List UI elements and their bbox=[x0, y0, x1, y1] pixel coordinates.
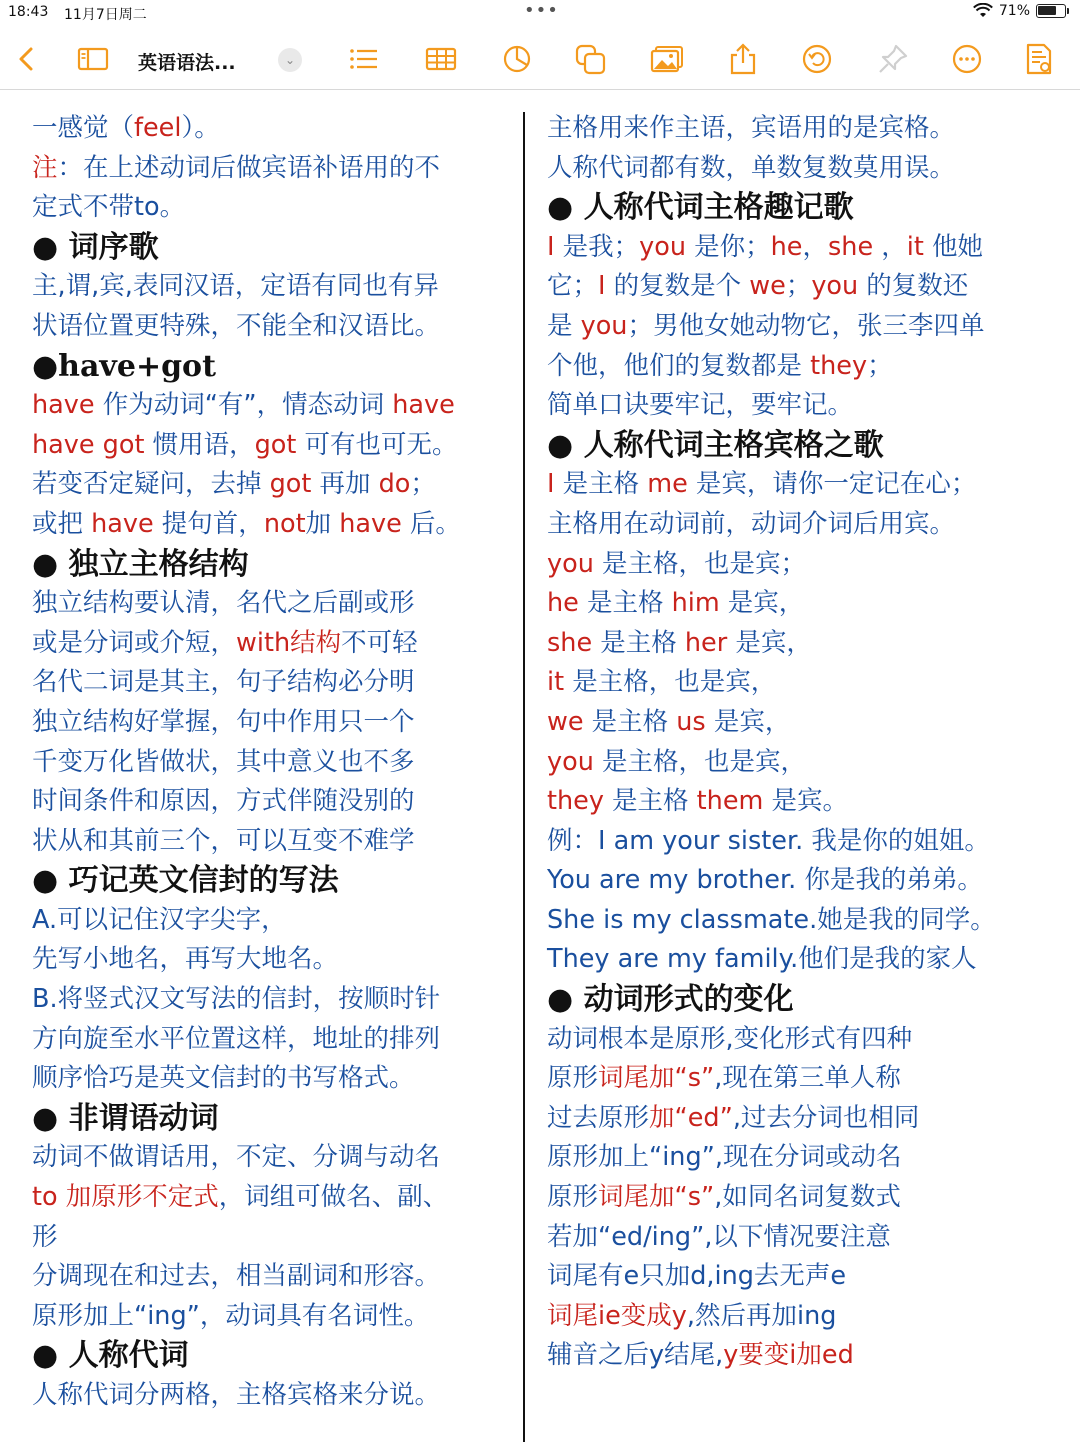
body-text: 主格用在动词前，动词介词后用宾。 bbox=[547, 508, 956, 539]
text-line bbox=[547, 901, 1067, 941]
text-line bbox=[32, 1376, 512, 1416]
section-heading: ● 巧记英文信封的写法 bbox=[32, 863, 339, 899]
body-text: 可有也可无。 bbox=[304, 429, 458, 460]
body-text: She is my classmate.她是我的同学。 bbox=[547, 904, 996, 935]
body-text: A.可以记住汉字尖字， bbox=[32, 904, 287, 935]
body-text: 顺序恰巧是英文信封的书写格式。 bbox=[32, 1063, 415, 1094]
highlight-text: you bbox=[547, 746, 602, 777]
text-line bbox=[547, 703, 1067, 743]
highlight-text: you bbox=[580, 310, 628, 341]
body-text: B.将竖式汉文写法的信封，按顺时针 bbox=[32, 984, 441, 1015]
text-line bbox=[547, 1020, 1067, 1060]
highlight-text: her bbox=[684, 627, 736, 658]
text-line bbox=[547, 861, 1067, 901]
text-line bbox=[32, 584, 512, 624]
text-line bbox=[547, 1297, 1067, 1337]
text-line bbox=[32, 1257, 512, 1297]
body-text: ,过去分词也相同 bbox=[732, 1102, 920, 1133]
table-icon[interactable] bbox=[424, 42, 458, 76]
wifi-icon bbox=[973, 3, 993, 19]
body-text: 是主格，也是宾； bbox=[601, 548, 806, 579]
status-date: 11月7日周二 bbox=[64, 7, 147, 23]
text-line bbox=[32, 743, 512, 783]
highlight-text: you bbox=[547, 548, 602, 579]
battery-percent: 71% bbox=[998, 3, 1030, 19]
body-text: ,现在第三单人称 bbox=[714, 1063, 901, 1094]
toolbar bbox=[0, 28, 1080, 90]
back-icon[interactable] bbox=[10, 42, 44, 76]
text-line bbox=[32, 703, 512, 743]
body-text: ；男他女她动物它，张三李四单 bbox=[627, 310, 985, 341]
body-text: ）。 bbox=[181, 113, 220, 143]
body-text: 时间条件和原因，方式伴随没别的 bbox=[32, 786, 415, 817]
text-line bbox=[32, 1218, 512, 1258]
highlight-text: got bbox=[269, 469, 320, 500]
text-line bbox=[32, 782, 512, 822]
body-text: 分调现在和过去，相当副词和形容。 bbox=[32, 1261, 441, 1292]
highlight-text: it bbox=[906, 231, 932, 262]
body-text: ； bbox=[785, 271, 812, 302]
highlight-text: have bbox=[392, 390, 455, 421]
text-line bbox=[547, 1178, 1067, 1218]
body-text: 惯用语， bbox=[152, 429, 255, 460]
body-text: ； bbox=[867, 350, 893, 381]
highlight-text: do bbox=[378, 469, 411, 500]
body-text: 人称代词分两格，主格宾格来分说。 bbox=[32, 1380, 441, 1410]
battery-level bbox=[1038, 6, 1056, 15]
status-time: 18:43 bbox=[8, 4, 49, 20]
text-line bbox=[547, 267, 1067, 307]
list-icon[interactable] bbox=[346, 42, 380, 76]
text-line bbox=[32, 426, 512, 466]
highlight-text: to 加原形不定式 bbox=[32, 1182, 219, 1213]
text-line bbox=[547, 307, 1067, 347]
highlight-text: we bbox=[547, 706, 592, 737]
left-column bbox=[32, 109, 512, 1416]
multitasking-dots[interactable]: ••• bbox=[524, 0, 559, 21]
body-text: 是 bbox=[547, 310, 581, 341]
body-text: 是主格 bbox=[600, 627, 685, 658]
share-icon[interactable] bbox=[726, 42, 760, 76]
body-text: 是宾。 bbox=[771, 786, 848, 817]
body-text: 一感觉（ bbox=[32, 113, 135, 143]
highlight-text: they bbox=[810, 350, 868, 381]
body-text: 是我； bbox=[562, 231, 640, 262]
highlight-text: 词尾加“s” bbox=[598, 1063, 715, 1094]
body-text: 动词不做谓话用，不定、分调与动名 bbox=[32, 1142, 441, 1173]
body-text: 千变万化皆做状，其中意义也不多 bbox=[32, 746, 415, 777]
text-line bbox=[547, 545, 1067, 585]
body-text: 例：I am your sister. 我是你的姐姐。 bbox=[547, 825, 990, 856]
highlight-text: have bbox=[91, 508, 162, 539]
section-heading: ● 人称代词主格宾格之歌 bbox=[547, 427, 884, 463]
body-text: 动词根本是原形,变化形式有四种 bbox=[547, 1023, 913, 1054]
highlight-text: 加“ed” bbox=[649, 1102, 733, 1133]
section-heading: ● 词序歌 bbox=[32, 229, 159, 265]
text-line bbox=[32, 1297, 512, 1337]
pin-icon[interactable] bbox=[876, 42, 910, 76]
highlight-text: not bbox=[263, 508, 306, 539]
text-line bbox=[32, 149, 512, 189]
highlight-text: have got bbox=[32, 429, 153, 460]
text-line bbox=[547, 584, 1067, 624]
body-text: 若加“ed/ing”,以下情况要注意 bbox=[547, 1221, 891, 1252]
highlight-text: she bbox=[547, 627, 601, 658]
section-heading: ● 人称代词主格趣记歌 bbox=[547, 190, 854, 226]
text-line bbox=[32, 267, 512, 307]
body-text: 是主格 bbox=[586, 588, 672, 619]
body-text: ：在上述动词后做宾语补语用的不 bbox=[57, 152, 441, 183]
text-line bbox=[32, 307, 512, 347]
body-text: 是宾， bbox=[713, 706, 791, 737]
section-heading: ● 人称代词 bbox=[32, 1338, 189, 1374]
text-line bbox=[32, 940, 512, 980]
shapes-icon[interactable] bbox=[574, 42, 608, 76]
body-text: 或是分词或介短， bbox=[32, 627, 237, 658]
highlight-text: I bbox=[598, 271, 614, 302]
body-text: 作为动词“有”，情态动词 bbox=[102, 390, 393, 421]
highlight-text: me bbox=[647, 469, 696, 500]
body-text: 状从和其前三个，可以互变不难学 bbox=[32, 825, 415, 856]
highlight-text: 词尾ie变成y bbox=[547, 1300, 687, 1331]
body-text: 人称代词都有数，单数复数莫用误。 bbox=[547, 152, 956, 183]
status-right bbox=[973, 3, 1066, 19]
text-line bbox=[547, 1257, 1067, 1297]
body-text: 方向旋至水平位置这样，地址的排列 bbox=[32, 1023, 441, 1054]
section-heading: ● 动词形式的变化 bbox=[547, 982, 794, 1018]
body-text: They are my family.他们是我的家人 bbox=[547, 944, 977, 975]
section-heading: ● 独立主格结构 bbox=[32, 546, 249, 582]
highlight-text: it bbox=[547, 667, 573, 698]
body-text: 不可轻 bbox=[341, 627, 418, 658]
highlight-text: got bbox=[254, 429, 305, 460]
body-text: 或把 bbox=[32, 508, 92, 539]
text-line bbox=[32, 188, 512, 228]
body-text: 是宾， bbox=[727, 588, 805, 619]
body-text: 词尾有e只加d,ing去无声e bbox=[547, 1261, 847, 1292]
body-text: 原形 bbox=[547, 1063, 599, 1094]
more-icon[interactable] bbox=[950, 42, 984, 76]
text-line bbox=[547, 782, 1067, 822]
text-line bbox=[32, 1020, 512, 1060]
text-line bbox=[32, 663, 512, 703]
body-text: ； bbox=[410, 469, 436, 500]
document-canvas[interactable] bbox=[0, 92, 1080, 1440]
body-text: 他她 bbox=[931, 231, 983, 262]
text-line bbox=[547, 743, 1067, 783]
body-text: 是宾， bbox=[735, 627, 812, 658]
text-line bbox=[547, 1336, 1067, 1376]
text-line bbox=[32, 901, 512, 941]
highlight-text: we bbox=[749, 271, 786, 302]
text-line bbox=[547, 1059, 1067, 1099]
body-text: 定式不带to。 bbox=[32, 192, 186, 223]
text-line bbox=[547, 228, 1067, 268]
highlight-text: them bbox=[696, 786, 772, 817]
text-line bbox=[32, 1059, 512, 1099]
body-text: 主,谓,宾,表同汉语，定语有同也有异 bbox=[32, 271, 439, 302]
body-text: You are my brother. 你是我的弟弟。 bbox=[547, 865, 983, 896]
body-text: 个他，他们的复数都是 bbox=[547, 350, 811, 381]
highlight-text: have bbox=[32, 390, 103, 421]
body-text: 若变否定疑问，去掉 bbox=[32, 469, 270, 500]
text-line bbox=[547, 624, 1067, 664]
sidebar-icon[interactable] bbox=[76, 42, 110, 76]
body-text: 是你； bbox=[694, 231, 771, 262]
body-text: 是宾，请你一定记在心； bbox=[695, 469, 977, 500]
text-line bbox=[547, 109, 1067, 149]
highlight-text: you bbox=[811, 271, 867, 302]
column-divider bbox=[523, 112, 525, 1442]
body-text: ，词组可做名、副、 bbox=[218, 1182, 449, 1213]
text-line bbox=[547, 940, 1067, 980]
highlight-text: 注 bbox=[32, 152, 58, 183]
body-text: 主格用来作主语，宾语用的是宾格。 bbox=[547, 113, 956, 143]
section-heading: ●have+got bbox=[32, 348, 216, 384]
body-text: 原形加上“ing”,现在分词或动名 bbox=[547, 1142, 902, 1173]
highlight-text: he bbox=[547, 588, 587, 619]
text-line bbox=[32, 109, 512, 149]
body-text: 辅音之后y结尾, bbox=[547, 1340, 724, 1371]
text-line bbox=[32, 386, 512, 426]
text-line bbox=[32, 624, 512, 664]
right-column bbox=[547, 109, 1067, 1376]
text-line bbox=[547, 149, 1067, 189]
document-title[interactable]: 英语语法... bbox=[138, 52, 236, 74]
body-text: 形 bbox=[32, 1221, 58, 1252]
body-text: 加 bbox=[305, 508, 340, 539]
body-text: 是主格 bbox=[562, 469, 648, 500]
text-line bbox=[547, 1218, 1067, 1258]
body-text: 简单口诀要牢记，要牢记。 bbox=[547, 390, 854, 421]
chevron-down-icon[interactable]: ⌄ bbox=[278, 48, 302, 72]
body-text: 提句首， bbox=[161, 508, 264, 539]
body-text: 它； bbox=[547, 271, 599, 302]
highlight-text: you bbox=[639, 231, 695, 262]
highlight-text: I bbox=[547, 231, 563, 262]
text-line bbox=[547, 465, 1067, 505]
text-line bbox=[32, 465, 512, 505]
text-line bbox=[32, 1178, 512, 1218]
highlight-text: he bbox=[770, 231, 803, 262]
section-heading: ● 非谓语动词 bbox=[32, 1100, 219, 1136]
body-text: 是主格，也是宾， bbox=[601, 746, 806, 777]
text-line bbox=[32, 822, 512, 862]
body-text: ， bbox=[802, 231, 829, 262]
media-icon[interactable] bbox=[650, 42, 684, 76]
body-text: 独立结构好掌握，句中作用只一个 bbox=[32, 706, 415, 737]
body-text: 是主格 bbox=[612, 786, 697, 817]
highlight-text: they bbox=[547, 786, 613, 817]
highlight-text: us bbox=[676, 706, 714, 737]
highlight-text: have bbox=[339, 508, 410, 539]
highlight-text: y要变i加ed bbox=[723, 1340, 854, 1371]
body-text: 状语位置更特殊，不能全和汉语比。 bbox=[32, 310, 441, 341]
highlight-text: feel bbox=[134, 113, 182, 143]
battery-icon bbox=[1036, 4, 1066, 18]
status-bar bbox=[0, 0, 1080, 28]
text-line bbox=[32, 980, 512, 1020]
body-text: 是主格 bbox=[591, 706, 677, 737]
highlight-text: she bbox=[828, 231, 882, 262]
highlight-text: 词尾加“s” bbox=[598, 1182, 715, 1213]
text-line bbox=[547, 386, 1067, 426]
body-text: ,如同名词复数式 bbox=[714, 1182, 901, 1213]
body-text: 原形加上“ing”，动词具有名词性。 bbox=[32, 1300, 430, 1331]
body-text: 的复数是个 bbox=[613, 271, 750, 302]
undo-icon[interactable] bbox=[800, 42, 834, 76]
body-text: 先写小地名，再写大地名。 bbox=[32, 944, 339, 975]
body-text: 再加 bbox=[319, 469, 379, 500]
text-line bbox=[547, 1138, 1067, 1178]
body-text: 的复数还 bbox=[866, 271, 969, 302]
body-text: 是主格，也是宾， bbox=[572, 667, 777, 698]
body-text: 独立结构要认清，名代之后副或形 bbox=[32, 588, 415, 619]
highlight-text: him bbox=[671, 588, 728, 619]
text-line bbox=[547, 663, 1067, 703]
document-icon[interactable] bbox=[1022, 42, 1056, 76]
body-text: ， bbox=[881, 231, 907, 262]
highlight-text: I bbox=[547, 469, 563, 500]
highlight-text: with结构 bbox=[236, 627, 342, 658]
text-line bbox=[547, 505, 1067, 545]
text-line bbox=[32, 505, 512, 545]
text-line bbox=[547, 822, 1067, 862]
chart-icon[interactable] bbox=[500, 42, 534, 76]
body-text: 原形 bbox=[547, 1182, 599, 1213]
text-line bbox=[547, 1099, 1067, 1139]
body-text: 名代二词是其主，句子结构必分明 bbox=[32, 667, 415, 698]
body-text: ,然后再加ing bbox=[686, 1300, 837, 1331]
text-line bbox=[32, 1138, 512, 1178]
body-text: 过去原形 bbox=[547, 1102, 650, 1133]
body-text: 后。 bbox=[409, 508, 461, 539]
text-line bbox=[547, 347, 1067, 387]
